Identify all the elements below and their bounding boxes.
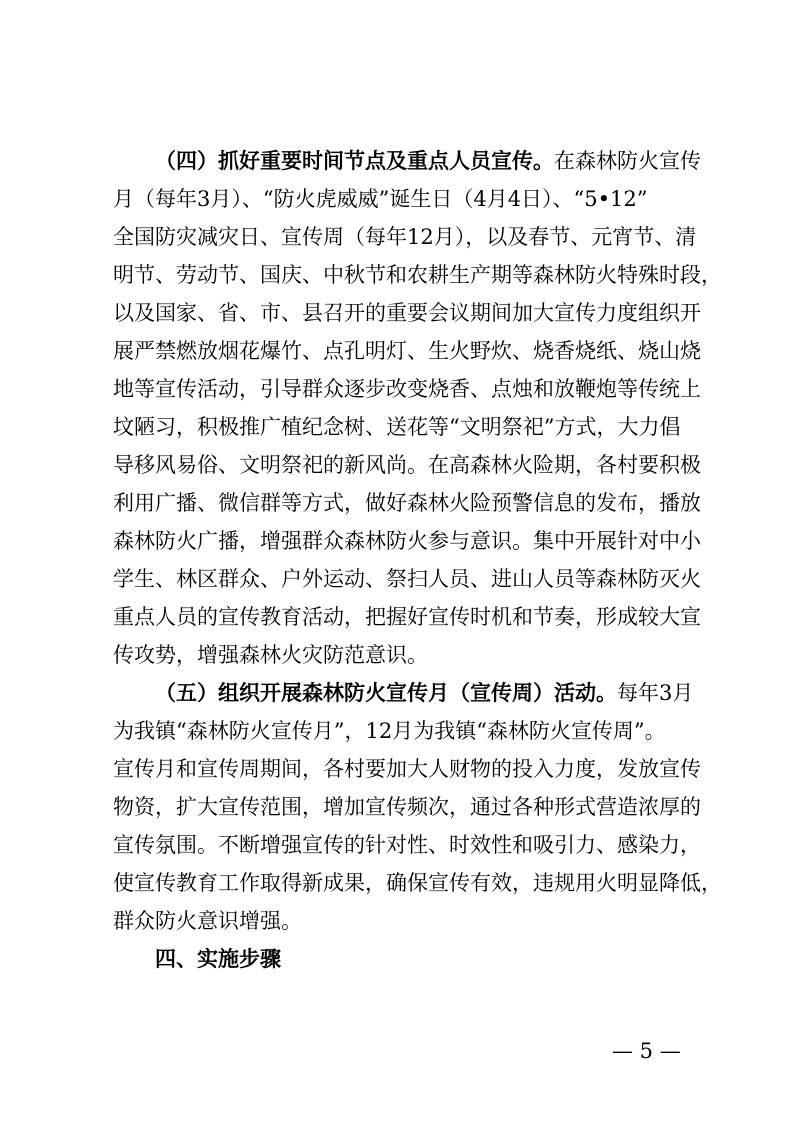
paragraph-5-line-1: 为我镇“森林防火宣传月”，12月为我镇“森林防火宣传周”。: [113, 719, 666, 743]
paragraph-4-line-4: 以及国家、省、市、县召开的重要会议期间加大宣传力度组织开: [113, 301, 701, 325]
paragraph-5-line-5: 使宣传教育工作取得新成果，确保宣传有效，违规用火明显降低，: [113, 871, 722, 895]
paragraph-4-line-1: 月（每年3月）、“防火虎威威”诞生日（4月4日）、“5•12”: [113, 187, 648, 211]
paragraph-5-line-2: 宣传月和宣传周期间，各村要加大人财物的投入力度，发放宣传: [113, 757, 701, 781]
paragraph-5-heading: （五）组织开展森林防火宣传月（宣传周）活动。: [155, 681, 617, 705]
paragraph-5-line-4: 宣传氛围。不断增强宣传的针对性、时效性和吸引力、感染力，: [113, 833, 701, 857]
paragraph-4-line-8: 导移风易俗、文明祭祀的新风尚。在高森林火险期，各村要积极: [113, 453, 701, 477]
paragraph-4-line-11: 学生、林区群众、户外运动、祭扫人员、进山人员等森林防灭火: [113, 567, 701, 591]
paragraph-4-line-3: 明节、劳动节、国庆、中秋节和农耕生产期等森林防火特殊时段，: [113, 263, 722, 287]
section-heading: 四、实施步骤: [155, 947, 281, 971]
paragraph-4-first-line: [155, 145, 701, 177]
paragraph-5-first-line: [155, 677, 693, 709]
paragraph-4-line-7: 坟陋习，积极推广植纪念树、送花等“文明祭祀”方式，大力倡: [113, 415, 681, 439]
paragraph-4-line-10: 森林防火广播，增强群众森林防火参与意识。集中开展针对中小: [113, 529, 701, 553]
paragraph-5-line-0: 每年3月: [617, 681, 694, 705]
paragraph-5-line-3: 物资，扩大宣传范围，增加宣传频次，通过各种形式营造浓厚的: [113, 795, 701, 819]
paragraph-4-line-5: 展严禁燃放烟花爆竹、点孔明灯、生火野炊、烧香烧纸、烧山烧: [113, 339, 701, 363]
paragraph-4-line-13: 传攻势，增强森林火灾防范意识。: [113, 643, 428, 667]
paragraph-4-line-2: 全国防灾减灾日、宣传周（每年12月），以及春节、元宵节、清: [113, 225, 697, 249]
paragraph-4-heading: （四）抓好重要时间节点及重点人员宣传。: [155, 149, 554, 173]
page-number: — 5 —: [612, 1039, 681, 1063]
paragraph-4-line-12: 重点人员的宣传教育活动，把握好宣传时机和节奏，形成较大宣: [113, 605, 701, 629]
paragraph-4-line-6: 地等宣传活动，引导群众逐步改变烧香、点烛和放鞭炮等传统上: [113, 377, 701, 401]
paragraph-4-line-9: 利用广播、微信群等方式，做好森林火险预警信息的发布，播放: [113, 491, 701, 515]
paragraph-5-line-6: 群众防火意识增强。: [113, 909, 302, 933]
paragraph-4-line-0: 在森林防火宣传: [554, 149, 701, 173]
